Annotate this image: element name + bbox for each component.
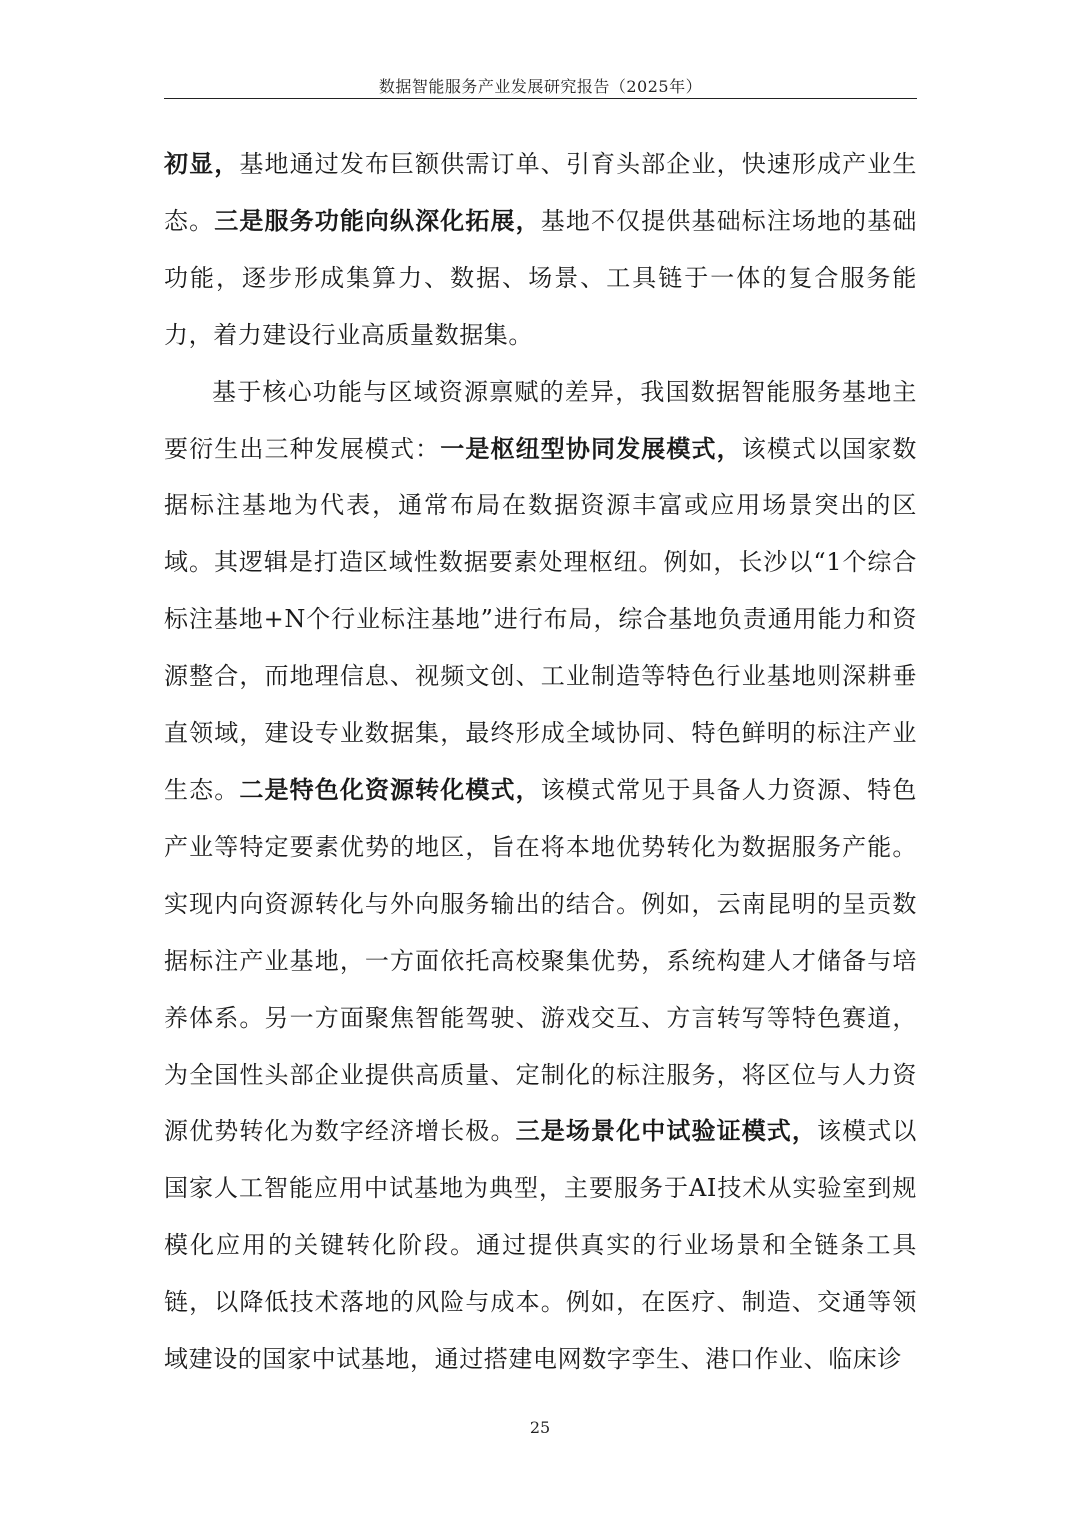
bold-phrase: 三是服务功能向纵深化拓展， [214,206,541,235]
running-header: 数据智能服务产业发展研究报告（2025年） [378,77,703,96]
text-run: 该模式以国家数据标注基地为代表，通常布局在数据资源丰富或应用场景突出的区域。其逻辑是打造区域性数据要素处理枢纽。例如，长沙以“1个综合标注基地+N个行业标注基地”进行布局，综合基地负责通用能力和资源整合，而地理信息、视频文创、工业制造等特色行业基地则深耕垂直领域，建设专业数据集，最终形成全域协同、特色鲜明的标注产业生态。 [164,434,918,804]
bold-phrase: 初显， [164,150,240,178]
text-run: 该模式常见于具备人力资源、特色产业等特定要素优势的地区，旨在将本地优势转化为数据服务产能。实现内向资源转化与外向服务输出的结合。例如，云南昆明的呈贡数据标注产业基地，一方面依托高校聚集优势，系统构建人才储备与培养体系。另一方面聚焦智能驾驶、游戏交互、方言转写等特色赛道，为全国性头部企业提供高质量、定制化的标注服务，将区位与人力资源优势转化为数字经济增长极。 [164,775,917,1146]
body-text [164,136,917,1388]
bold-phrase: 三是场景化中试验证模式， [515,1117,818,1146]
paragraph-2 [164,364,917,1388]
bold-phrase: 二是特色化资源转化模式， [239,775,541,804]
text-run: 基地通过发布巨额供需订单、引育头部企业，快速形成产业生态。 [164,150,917,235]
text-run: 该模式以国家人工智能应用中试基地为典型，主要服务于AI技术从实验室到规模化应用的关键转化阶段。通过提供真实的行业场景和全链条工具链，以降低技术落地的风险与成本。例如，在医疗、制造、交通等领域建设的国家中试基地，通过搭建电网数字孪生、港口作业、临床诊 [164,1117,917,1374]
page-number: 25 [529,1418,551,1437]
text-run: 基于核心功能与区域资源禀赋的差异，我国数据智能服务基地主要衍生出三种发展模式： [164,377,917,463]
paragraph-1 [164,136,917,364]
text-run: 基地不仅提供基础标注场地的基础功能，逐步形成集算力、数据、场景、工具链于一体的复合服务能力，着力建设行业高质量数据集。 [164,206,917,349]
header-divider [164,98,917,99]
bold-phrase: 一是枢纽型协同发展模式， [440,434,742,463]
